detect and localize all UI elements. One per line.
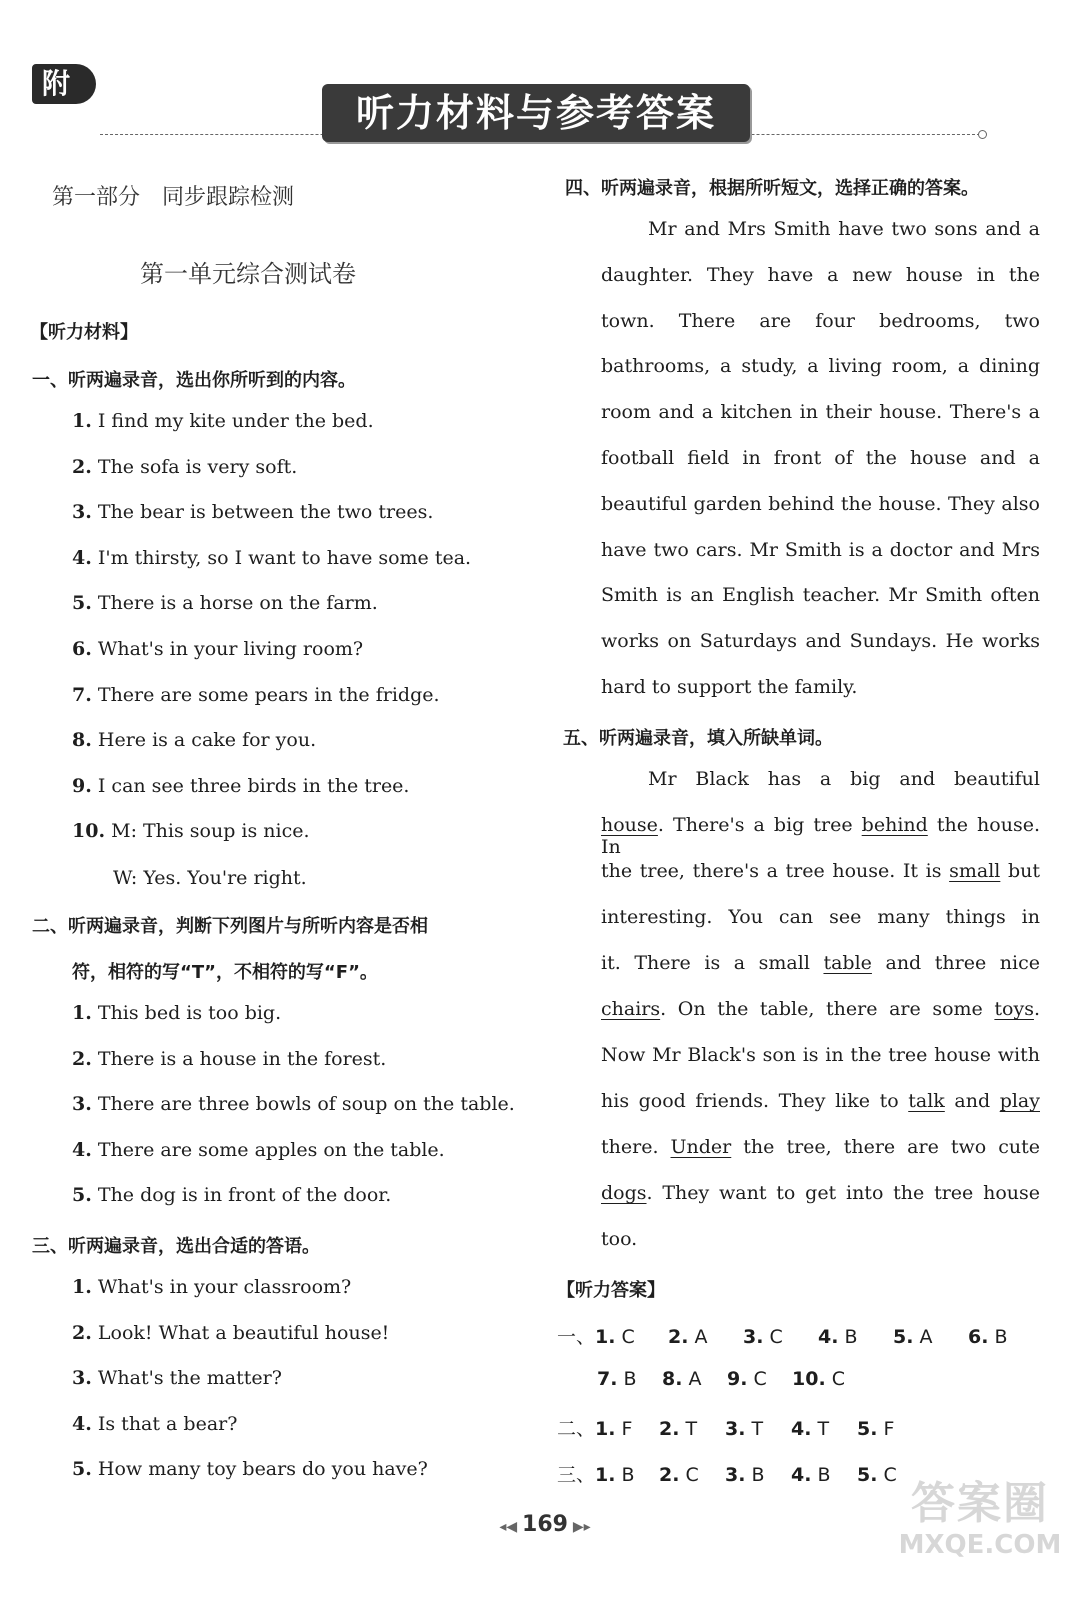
section2-item [72,1093,515,1115]
materials-heading: 【听力材料】 [30,322,138,343]
answer-number: 1. [595,1464,616,1486]
answer-section-label: 一、 [557,1326,596,1348]
item-number: 10. [72,820,106,843]
section5-line: it. There is a small table and three nice [601,952,1040,974]
blank-answer: talk [908,1090,945,1112]
section4-line: bathrooms, a study, a living room, a dining [601,355,1040,378]
item-text: M: This soup is nice. [111,820,310,843]
blank-answer: play [999,1090,1040,1112]
answers-heading: 【听力答案】 [557,1280,665,1301]
item-text: What's in your living room? [97,638,364,660]
answer-letter: B [844,1326,858,1348]
section3-item [72,1276,351,1298]
title-rule-end-dot [978,130,987,139]
section2-item [72,1184,391,1206]
item-text: The dog is in front of the door. [97,1184,392,1207]
item-text: I find my kite under the bed. [97,410,374,432]
part-title: 第一部分 同步跟踪检测 [52,185,295,210]
item-number: 3. [72,1367,92,1390]
section4-heading: 四、听两遍录音，根据所听短文，选择正确的答案。 [565,178,979,199]
answer-item [791,1418,857,1440]
item-text: I'm thirsty, so I want to have some tea. [97,546,472,569]
blank-answer: Under [670,1136,732,1158]
answer-item [659,1418,725,1440]
section1-item [72,820,310,842]
next-arrow-icon: ▶▸ [567,1519,591,1535]
answer-letter: B [623,1368,637,1390]
answer-row [557,1414,923,1441]
answer-item [791,1464,857,1486]
section3-item [72,1367,282,1389]
answer-number: 1. [595,1326,616,1348]
answer-item [727,1368,792,1390]
blank-answer: dogs [601,1182,647,1204]
item-number: 5. [72,1184,92,1207]
answer-item [668,1326,743,1348]
item-text: Look! What a beautiful house! [97,1321,390,1344]
section5-line: Now Mr Black's son is in the tree house with [601,1044,1040,1066]
section5-heading: 五、听两遍录音，填入所缺单词。 [563,728,833,749]
item-text: There are some apples on the table. [97,1138,445,1161]
answer-number: 5. [893,1326,914,1348]
section4-line: football field in front of the house and a [601,447,1040,469]
page-title: 听力材料与参考答案 [355,91,716,135]
answer-item [557,1322,668,1349]
item-text: There is a horse on the farm. [97,592,378,615]
answer-number: 4. [818,1326,839,1348]
section1-item [72,592,378,614]
item-number: 2. [72,1047,92,1070]
section4-line: room and a kitchen in their house. There's a [601,401,1040,424]
section3-item [72,1458,428,1480]
blank-answer: small [949,860,1001,882]
answer-number: 3. [743,1326,764,1348]
answer-item [597,1368,662,1390]
item-text: What's in your classroom? [97,1276,352,1298]
item-number: 5. [72,1458,92,1481]
answer-letter: B [817,1464,831,1486]
section1-item [72,410,374,432]
section1-item [72,501,433,523]
answer-number: 3. [725,1464,746,1486]
answer-number: 2. [668,1326,689,1348]
section5-line: interesting. You can see many things in [601,906,1040,928]
page-number: ◂◀ 169 ▶▸ [499,1512,591,1537]
prev-arrow-icon: ◂◀ [499,1519,523,1535]
answer-letter: C [753,1368,767,1390]
answer-section-label: 三、 [557,1464,596,1486]
item-text: How many toy bears do you have? [97,1458,428,1481]
section4-line: have two cars. Mr Smith is a doctor and Mrs [601,538,1040,561]
answer-letter: A [694,1326,708,1348]
answer-number: 3. [725,1418,746,1440]
item-number: 3. [72,1093,92,1116]
item-text: The sofa is very soft. [97,455,298,478]
unit-title: 第一单元综合测试卷 [140,260,356,288]
section5-line: chairs. On the table, there are some toys. [601,998,1040,1020]
section2-item [72,1048,386,1070]
answer-item [557,1460,659,1487]
section1-item [72,684,440,706]
blank-answer: behind [861,814,928,836]
section4-line: beautiful garden behind the house. They also [601,492,1040,515]
answer-number: 7. [597,1368,618,1390]
item-number: 1. [72,1002,92,1024]
blank-answer: toys [994,998,1034,1020]
item-text: There is a house in the forest. [97,1047,387,1070]
item-number: 7. [72,683,92,706]
item-text: Is that a bear? [97,1412,238,1435]
section2-item [72,1002,281,1024]
section5-line: his good friends. They like to talk and play [601,1090,1040,1112]
answer-number: 1. [595,1418,616,1440]
answer-item [725,1464,791,1486]
answer-item [662,1368,727,1390]
watermark-logo: 答案圈 [911,1478,1049,1529]
section1-item [72,729,316,751]
answer-number: 9. [727,1368,748,1390]
answer-letter: B [751,1464,765,1486]
watermark [880,1478,1080,1560]
answer-number: 8. [662,1368,683,1390]
answer-item [659,1464,725,1486]
section5-line: house. There's a big tree behind the house. In [601,814,1040,858]
item-number: 4. [72,1412,92,1435]
answer-number: 5. [857,1464,878,1486]
answer-item [818,1326,893,1348]
section4-line: daughter. They have a new house in the [601,263,1040,286]
answer-letter: T [751,1418,764,1440]
answer-number: 2. [659,1464,680,1486]
answer-item [893,1326,968,1348]
item-number: 8. [72,729,92,752]
answer-item [743,1326,818,1348]
item-text: There are three bowls of soup on the table. [97,1093,515,1116]
item-number: 2. [72,455,92,478]
answer-number: 5. [857,1418,878,1440]
item-number: 6. [72,638,92,660]
section5-line: too. [601,1228,638,1250]
section2-heading-line1: 二、听两遍录音，判断下列图片与所听内容是否相 [32,916,428,937]
section4-line: works on Saturdays and Sundays. He works [601,630,1040,653]
section2-heading-line2: 符，相符的写“T”，不相符的写“F”。 [72,962,378,983]
item-text: The bear is between the two trees. [97,501,434,524]
answer-letter: C [621,1326,635,1348]
answer-row [557,1460,923,1487]
answer-letter: F [621,1418,633,1440]
answer-item [725,1418,791,1440]
section3-item [72,1322,389,1344]
answer-section-label: 二、 [557,1418,596,1440]
section1-item [72,456,297,478]
item-number: 4. [72,1138,92,1161]
answer-letter: C [769,1326,783,1348]
answer-number: 10. [792,1368,826,1390]
item-text: What's the matter? [97,1367,282,1390]
item-number: 4. [72,546,92,569]
section1-item [72,775,409,797]
item-number: 3. [72,501,92,524]
section5-line: there. Under the tree, there are two cute [601,1136,1040,1158]
answer-item [857,1418,923,1440]
section4-line: town. There are four bedrooms, two [601,309,1040,332]
answer-letter: B [621,1464,635,1486]
answer-letter: C [883,1464,897,1486]
section1-heading: 一、听两遍录音，选出你所听到的内容。 [32,370,356,391]
blank-answer: table [823,952,872,974]
item-text: This bed is too big. [97,1002,282,1024]
section1-item10-reply: W: Yes. You're right. [113,867,307,889]
answer-number: 4. [791,1464,812,1486]
answer-letter: A [688,1368,702,1390]
item-text: There are some pears in the fridge. [97,683,440,706]
item-number: 1. [72,410,92,432]
answer-letter: A [919,1326,933,1348]
item-text: Here is a cake for you. [97,729,317,752]
section3-item [72,1413,237,1435]
section4-line: hard to support the family. [601,676,858,698]
section5-line: the tree, there's a tree house. It is small but [601,860,1041,882]
answer-letter: T [817,1418,830,1440]
section1-item [72,547,471,569]
answer-item [557,1414,659,1441]
item-text: I can see three birds in the tree. [97,774,410,797]
section1-item [72,638,363,660]
answer-letter: F [883,1418,895,1440]
answer-number: 2. [659,1418,680,1440]
answer-item [792,1368,857,1390]
section5-line: dogs. They want to get into the tree house [601,1182,1040,1204]
answer-letter: C [831,1368,845,1390]
answer-number: 4. [791,1418,812,1440]
section5-line: Mr Black has a big and beautiful [648,768,1040,790]
answer-item [968,1326,1043,1348]
item-number: 9. [72,774,92,797]
answer-letter: C [685,1464,699,1486]
answer-letter: T [685,1418,698,1440]
appendix-tag: 附 [32,64,96,104]
answer-row [557,1322,1043,1349]
blank-answer: chairs [601,998,661,1020]
watermark-url: MXQE.COM [898,1530,1062,1560]
item-number: 5. [72,592,92,615]
answer-letter: B [994,1326,1008,1348]
answer-row [597,1368,857,1390]
item-number: 2. [72,1321,92,1344]
section2-item [72,1139,445,1161]
section3-heading: 三、听两遍录音，选出合适的答语。 [32,1236,320,1257]
item-number: 1. [72,1276,92,1298]
answer-number: 6. [968,1326,989,1348]
section4-line: Smith is an English teacher. Mr Smith often [601,584,1040,607]
blank-answer: house [601,814,658,836]
section4-line: Mr and Mrs Smith have two sons and a [648,218,1040,240]
